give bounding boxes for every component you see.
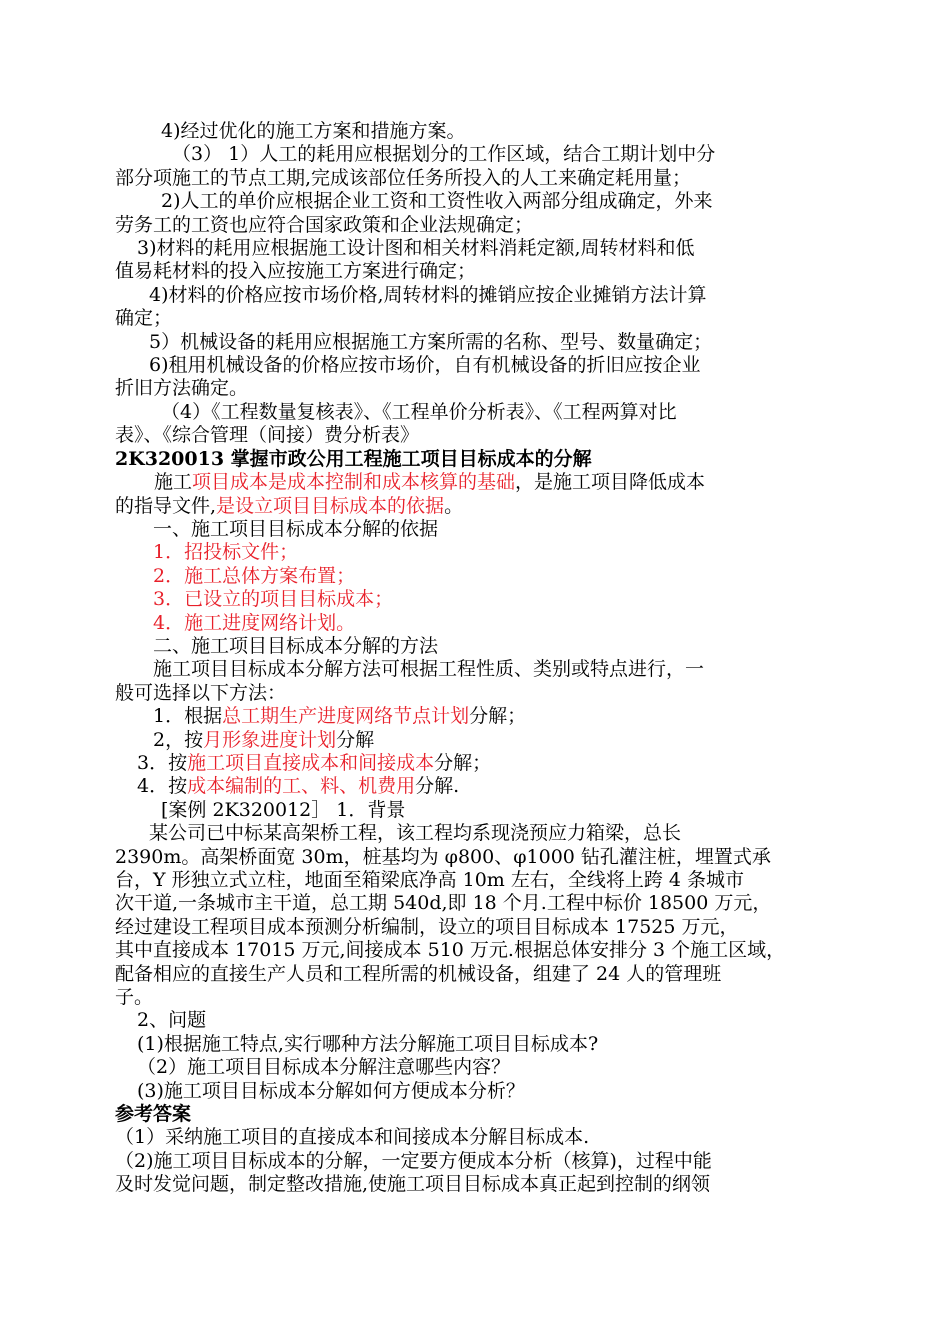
text-segment: 5）机械设备的耗用应根据施工方案所需的名称、型号、数量确定； — [149, 330, 713, 353]
highlighted-text: 项目成本是成本控制和成本核算的基础 — [192, 471, 516, 494]
text-line — [115, 822, 840, 845]
text-line — [115, 214, 840, 237]
section-heading — [115, 448, 840, 471]
text-segment: 二、施工项目目标成本分解的方法 — [153, 634, 439, 657]
text-line — [115, 284, 840, 307]
text-line — [115, 705, 840, 728]
text-line — [115, 260, 840, 283]
text-segment: 子。 — [115, 986, 154, 1009]
text-segment: （4）《工程数量复核表》、《工程单价分析表》、《工程两算对比 — [161, 400, 677, 423]
text-line — [115, 354, 840, 377]
text-segment: 施工 — [154, 471, 193, 494]
text-line — [115, 495, 840, 518]
text-segment: 2、问题 — [137, 1009, 207, 1032]
document-body — [115, 120, 840, 1197]
text-line — [115, 377, 840, 400]
highlighted-text: 施工项目直接成本和间接成本 — [187, 751, 435, 774]
text-line — [115, 1033, 840, 1056]
highlighted-text: 3．已设立的项目目标成本； — [153, 588, 394, 611]
highlighted-text: 是设立项目目标成本的依据 — [216, 494, 445, 517]
text-segment: 2)人工的单价应根据企业工资和工资性收入两部分组成确定，外来 — [161, 190, 713, 213]
text-segment: 确定； — [115, 307, 173, 330]
text-line — [115, 471, 840, 494]
text-line — [115, 869, 840, 892]
text-segment: 2，按 — [153, 728, 204, 751]
section-heading — [115, 1103, 840, 1126]
text-line — [115, 1009, 840, 1032]
text-line — [115, 588, 840, 611]
text-line — [115, 1080, 840, 1103]
text-segment: 2K320013 掌握市政公用工程施工项目目标成本的分解 — [115, 447, 592, 470]
text-segment: 般可选择以下方法： — [115, 681, 287, 704]
text-segment: （1）采纳施工项目的直接成本和间接成本分解目标成本. — [115, 1126, 590, 1149]
text-line — [115, 1056, 840, 1079]
highlighted-text: 1．招投标文件； — [153, 541, 299, 564]
text-line — [115, 424, 840, 447]
text-line — [115, 518, 840, 541]
text-segment: 及时发觉问题，制定整改措施,使施工项目目标成本真正起到控制的纲领 — [115, 1173, 711, 1196]
text-segment: 次干道,一条城市主干道，总工期 540d,即 18 个月.工程中标价 18500 万元， — [115, 892, 772, 915]
text-segment: 一、施工项目目标成本分解的依据 — [153, 517, 439, 540]
text-line — [115, 1126, 840, 1149]
text-segment: [案例 2K320012］ 1．背景 — [161, 798, 406, 821]
text-segment: 表》、《综合管理（间接）费分析表》 — [115, 424, 420, 447]
text-segment: 4)经过优化的施工方案和措施方案。 — [161, 120, 466, 142]
text-line — [115, 190, 840, 213]
text-segment: 经过建设工程项目成本预测分析编制，设立的项目目标成本 17525 万元， — [115, 915, 739, 938]
text-segment: (1)根据施工特点,实行哪种方法分解施工项目目标成本? — [137, 1032, 599, 1055]
text-line — [115, 565, 840, 588]
text-line — [115, 658, 840, 681]
text-line — [115, 120, 840, 143]
text-segment: (3)施工项目目标成本分解如何方便成本分析？ — [137, 1079, 525, 1102]
text-segment: 折旧方法确定。 — [115, 377, 249, 400]
text-segment: 3)材料的耗用应根据施工设计图和相关材料消耗定额,周转材料和低 — [137, 237, 695, 260]
highlighted-text: 成本编制的工、料、机费用 — [187, 775, 416, 798]
text-segment: 其中直接成本 17015 万元,间接成本 510 万元.根据总体安排分 3 个施工区域， — [115, 939, 786, 962]
highlighted-text: 总工期生产进度网络节点计划 — [222, 705, 470, 728]
text-segment: （2）施工项目目标成本分解注意哪些内容？ — [137, 1056, 511, 1079]
text-segment: 分解 — [336, 728, 375, 751]
text-line — [115, 799, 840, 822]
text-segment: 6)租用机械设备的价格应按市场价，自有机械设备的折旧应按企业 — [149, 354, 701, 377]
text-line — [115, 635, 840, 658]
text-segment: 分解. — [415, 775, 460, 798]
text-line — [115, 916, 840, 939]
text-line — [115, 1150, 840, 1173]
text-line — [115, 752, 840, 775]
text-line — [115, 846, 840, 869]
text-segment: （3） 1）人工的耗用应根据划分的工作区域，结合工期计划中分 — [172, 143, 716, 166]
text-segment: 劳务工的工资也应符合国家政策和企业法规确定； — [115, 213, 534, 236]
text-segment: 配备相应的直接生产人员和工程所需的机械设备，组建了 24 人的管理班 — [115, 962, 722, 985]
text-line — [115, 401, 840, 424]
text-segment: 4)材料的价格应按市场价格,周转材料的摊销应按企业摊销方法计算 — [149, 283, 707, 306]
text-line — [115, 167, 840, 190]
text-segment: 。 — [444, 494, 464, 517]
text-segment: （2)施工项目目标成本的分解，一定要方便成本分析（核算)，过程中能 — [115, 1149, 712, 1172]
text-segment: 2390m。高架桥面宽 30m，桩基均为 φ800、φ1000 钻孔灌注桩，埋置式承 — [115, 845, 771, 868]
text-line — [115, 143, 840, 166]
text-segment: 1．根据 — [153, 705, 223, 728]
highlighted-text: 2．施工总体方案布置； — [153, 564, 356, 587]
text-line — [115, 307, 840, 330]
highlighted-text: 月形象进度计划 — [203, 728, 337, 751]
text-line — [115, 682, 840, 705]
text-line — [115, 729, 840, 752]
text-line — [115, 612, 840, 635]
text-line — [115, 331, 840, 354]
text-segment: 分解； — [434, 751, 492, 774]
text-line — [115, 775, 840, 798]
highlighted-text: 4．施工进度网络计划。 — [153, 611, 356, 634]
text-segment: 值易耗材料的投入应按施工方案进行确定； — [115, 260, 477, 283]
text-segment: 的指导文件, — [115, 494, 217, 517]
text-segment: 某公司已中标某高架桥工程，该工程均系现浇预应力箱梁，总长 — [149, 822, 682, 845]
text-segment: 施工项目目标成本分解方法可根据工程性质、类别或特点进行，一 — [153, 658, 705, 681]
text-line — [115, 892, 840, 915]
text-line — [115, 237, 840, 260]
text-segment: 台，Y 形独立式立柱，地面至箱梁底净高 10m 左右，全线将上跨 4 条城市 — [115, 869, 745, 891]
text-segment: 3．按 — [137, 751, 188, 774]
text-segment: 参考答案 — [115, 1103, 192, 1126]
text-line — [115, 963, 840, 986]
text-line — [115, 1173, 840, 1196]
text-segment: ，是施工项目降低成本 — [515, 471, 706, 494]
text-line — [115, 939, 840, 962]
text-line — [115, 986, 840, 1009]
text-segment: 分解； — [469, 705, 527, 728]
text-segment: 部分项施工的节点工期,完成该部位任务所投入的人工来确定耗用量； — [115, 166, 692, 189]
text-segment: 4．按 — [137, 775, 188, 798]
text-line — [115, 541, 840, 564]
